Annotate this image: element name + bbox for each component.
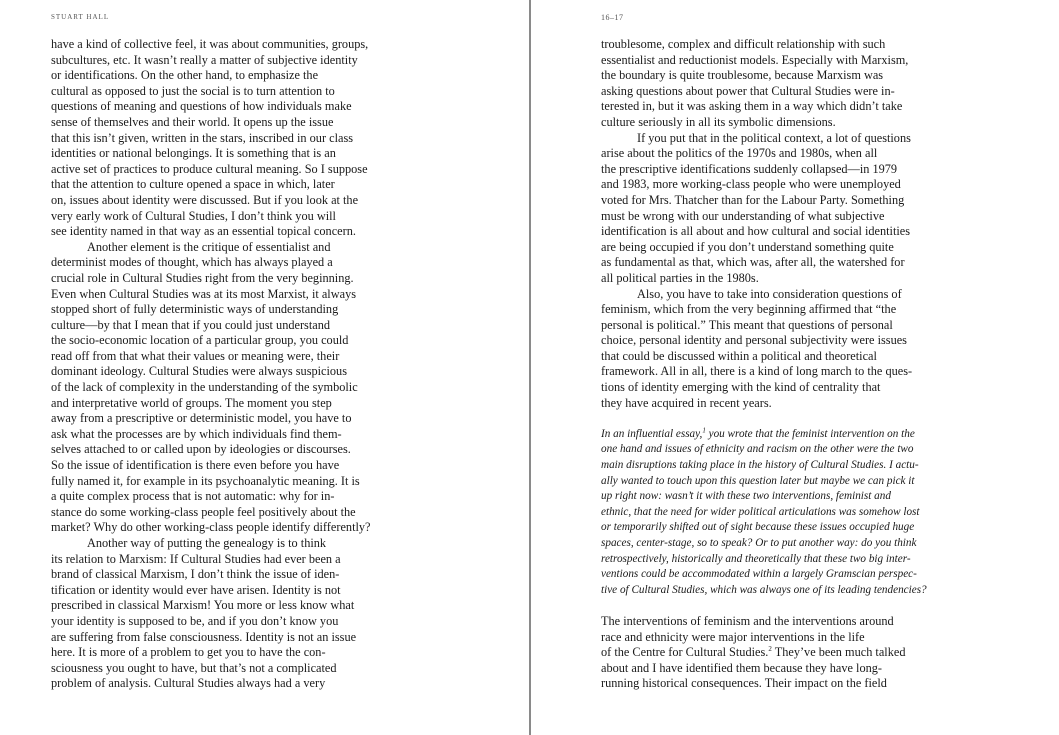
text-line: its relation to Marxism: If Cultural Studies had ever been a	[51, 551, 341, 566]
text-line: that the attention to culture opened a space in which, later	[51, 177, 335, 192]
text-line: framework. All in all, there is a kind of long march to the ques-	[601, 364, 913, 379]
text-line: active set of practices to produce cultural meaning. So I suppose	[51, 161, 368, 176]
footnote-marker: 1	[702, 426, 706, 435]
text-line: feminism, which from the very beginning affirmed that “the	[601, 302, 897, 317]
text-line: So the issue of identification is there even before you have	[51, 458, 340, 473]
text-line: about and I have identified them because they have long-	[601, 660, 883, 675]
text-line: choice, personal identity and personal subjectivity were issues	[601, 333, 907, 348]
text-line: the boundary is quite troublesome, because Marxism was	[601, 68, 884, 83]
left-page-body-text	[51, 37, 381, 692]
text-line: stopped short of fully deterministic ways of understanding	[51, 302, 339, 317]
text-line: market? Why do other working-class people identify differently?	[51, 520, 371, 535]
text-line: tions of identity emerging with the kind of centrality that	[601, 380, 881, 395]
text-line: that could be discussed within a political and theoretical	[601, 348, 877, 363]
text-line: fully named it, for example in its psychoanalytic meaning. It is	[51, 473, 360, 488]
text-line: Even when Cultural Studies was at its most Marxist, it always	[51, 286, 356, 301]
text-line: The interventions of feminism and the interventions around	[601, 613, 894, 628]
running-head-author: STUART HALL	[51, 13, 110, 21]
text-line: on, issues about identity were discussed. But if you look at the	[51, 192, 359, 207]
text-line: read off from that what their values or meaning were, their	[51, 348, 340, 363]
text-line: stance do some working-class people feel positively about the	[51, 504, 356, 519]
text-line: or temporarily shifted out of sight because these issues occupied huge	[601, 521, 915, 534]
text-line: or identifications. On the other hand, to emphasize the	[51, 68, 319, 83]
text-line: Another way of putting the genealogy is to think	[87, 536, 327, 550]
text-line: retrospectively, historically and theoretically that these two big inter-	[601, 552, 911, 565]
footnote-marker: 2	[768, 645, 772, 654]
text-line: of the lack of complexity in the understanding of the symbolic	[51, 380, 358, 395]
text-line: culture seriously in all its symbolic dimensions.	[601, 114, 836, 129]
text-line: identification is all about and how cultural and social identities	[601, 224, 911, 239]
text-line: and 1983, more working-class people who were unemployed	[601, 177, 901, 192]
text-line: of the Centre for Cultural Studies.$^2$ They’ve been much talked	[601, 645, 906, 660]
text-line: questions of meaning and questions of how individuals make	[51, 99, 352, 114]
text-line: very early work of Cultural Studies, I don’t think you will	[51, 208, 336, 223]
text-line: spaces, center-stage, so to speak? Or to put another way: do you think	[601, 537, 917, 549]
answer-text	[601, 37, 936, 411]
text-line: your identity is supposed to be, and if you don’t know you	[51, 613, 339, 628]
text-line: Another element is the critique of essentialist and	[87, 239, 331, 254]
text-line: here. It is more of a problem to get you to have the con-	[51, 645, 326, 660]
text-line: In an influential essay,$^1$ you wrote that the feminist intervention on the	[601, 426, 915, 440]
text-line: troublesome, complex and difficult relationship with such	[601, 37, 886, 51]
text-line: asking questions about power that Cultural Studies were in-	[601, 83, 895, 98]
text-line: essentialist and reductionist models. Especially with Marxism,	[601, 52, 909, 67]
text-line: subcultures, etc. It wasn’t really a matter of subjective identity	[51, 52, 358, 67]
interview-question	[601, 427, 936, 599]
text-line: are suffering from false consciousness. Identity is not an issue	[51, 629, 357, 644]
text-line: one hand and issues of ethnicity and racism on the other were the two	[601, 443, 914, 456]
text-line: have a kind of collective feel, it was about communities, groups,	[51, 37, 369, 51]
text-line: cultural as opposed to just the social is to turn attention to	[51, 83, 335, 98]
text-line: tification or identity would ever have arisen. Identity is not	[51, 582, 341, 597]
left-page	[0, 0, 529, 735]
running-head-page-numbers: 16–17	[601, 13, 624, 22]
text-line: prescribed in classical Marxism! You more or less know what	[51, 598, 355, 613]
paragraph-gap	[601, 598, 936, 614]
text-line: voted for Mrs. Thatcher than for the Labour Party. Something	[601, 192, 905, 207]
paragraph-gap	[601, 411, 936, 427]
text-line: they have acquired in recent years.	[601, 395, 772, 410]
text-line: tive of Cultural Studies, which was always one of its leading tendencies?	[601, 583, 927, 596]
text-line: are being occupied if you don’t understand something quite	[601, 239, 894, 254]
answer-text-continued	[601, 614, 936, 692]
text-line: running historical consequences. Their impact on the field	[601, 676, 887, 691]
text-line: dominant ideology. Cultural Studies were always suspicious	[51, 364, 347, 379]
text-line: culture—by that I mean that if you could just understand	[51, 317, 331, 332]
text-line: all political parties in the 1980s.	[601, 270, 759, 285]
text-line: sciousness you ought to have, but that’s not a complicated	[51, 660, 337, 675]
right-page-body-text	[601, 37, 936, 692]
text-line: main disruptions taking place in the history of Cultural Studies. I actu-	[601, 459, 919, 472]
text-line: the prescriptive identifications suddenly collapsed—in 1979	[601, 161, 898, 176]
text-line: arise about the politics of the 1970s and 1980s, when all	[601, 146, 878, 161]
text-line: that this isn’t given, written in the stars, inscribed in our class	[51, 130, 354, 145]
text-line: a quite complex process that is not automatic: why for in-	[51, 489, 335, 504]
text-line: see identity named in that way as an essential topical concern.	[51, 224, 356, 239]
text-line: terested in, but it was asking them in a way which didn’t take	[601, 99, 903, 114]
text-line: selves attached to or called upon by ideologies or discourses.	[51, 442, 351, 457]
text-line: determinist modes of thought, which has always played a	[51, 255, 333, 270]
text-line: problem of analysis. Cultural Studies always had a very	[51, 676, 326, 691]
right-page	[531, 0, 1059, 735]
text-line: away from a prescriptive or deterministic model, you have to	[51, 411, 352, 426]
text-line: race and ethnicity were major interventions in the life	[601, 629, 865, 644]
text-line: sense of themselves and their world. It opens up the issue	[51, 114, 334, 129]
text-line: as fundamental as that, which was, after all, the watershed for	[601, 255, 905, 270]
text-line: ethnic, that the need for wider political articulations was somehow lost	[601, 505, 920, 518]
text-line: must be wrong with our understanding of what subjective	[601, 208, 885, 223]
text-line: ventions could be accommodated within a largely Gramscian perspec-	[601, 568, 917, 581]
text-line: and interpretative world of groups. The moment you step	[51, 395, 332, 410]
text-line: crucial role in Cultural Studies right from the very beginning.	[51, 270, 354, 285]
text-line: brand of classical Marxism, I don’t think the issue of iden-	[51, 567, 340, 582]
text-line: the socio-economic location of a particular group, you could	[51, 333, 349, 348]
text-line: personal is political.” This meant that questions of personal	[601, 317, 893, 332]
text-line: Also, you have to take into consideration questions of	[637, 286, 902, 301]
text-line: If you put that in the political context, a lot of questions	[637, 130, 911, 145]
text-line: ask what the processes are by which individuals find them-	[51, 426, 342, 441]
text-line: up right now: wasn’t it with these two interventions, feminist and	[601, 490, 891, 503]
text-line: identities or national belongings. It is something that is an	[51, 146, 336, 161]
text-line: ally wanted to touch upon this question later but maybe we can pick it	[601, 474, 915, 487]
